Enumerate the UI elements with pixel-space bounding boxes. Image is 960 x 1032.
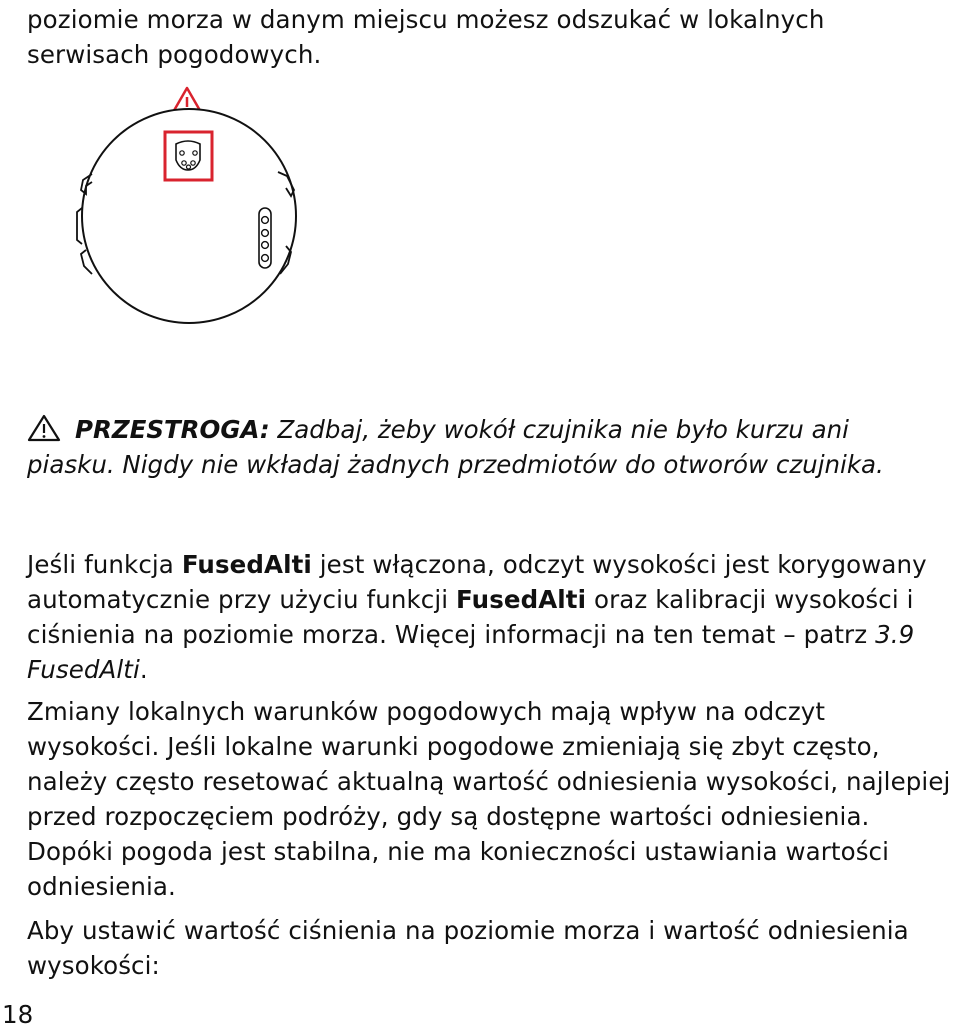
caution-text: Zadbaj, żeby wokół czujnika nie było kurzu ani piasku. Nigdy nie wkładaj żadnych przedmiotów do otworów czujnika. <box>27 415 884 479</box>
fusedalti-term-2: FusedAlti <box>456 585 587 614</box>
caution-note <box>27 412 930 482</box>
fusedalti-text-4: . <box>139 655 148 684</box>
fusedalti-text-3: oraz kalibracji wysokości i ciśnienia na poziomie morza. Więcej informacji na ten temat – patrz <box>27 585 914 649</box>
fusedalti-term-1: FusedAlti <box>181 550 312 579</box>
caution-icon <box>27 414 61 442</box>
fusedalti-text-2: jest włączona, odczyt wysokości jest korygowany automatycznie przy użyciu funkcji <box>27 550 927 614</box>
watch-sensor-figure <box>72 86 312 356</box>
page-number: 18 <box>2 1000 34 1029</box>
caution-label: PRZESTROGA: <box>75 415 270 444</box>
fusedalti-paragraph <box>27 547 954 687</box>
weather-paragraph: Zmiany lokalnych warunków pogodowych mają wpływ na odczyt wysokości. Jeśli lokalne warunki pogodowe zmieniają się zbyt często, należy często resetować aktualną wartość odniesienia wysokości, najlepiej przed rozpoczęciem podróży, gdy są dostępne wartości odniesienia. Dopóki pogoda jest stabilna, nie ma konieczności ustawiania wartości odniesienia. <box>27 697 951 901</box>
fusedalti-text-1: Jeśli funkcja <box>27 550 182 579</box>
fusedalti-reference-link[interactable]: 3.9 FusedAlti <box>27 620 915 684</box>
intro-paragraph: poziomie morza w danym miejscu możesz odszukać w lokalnych serwisach pogodowych. <box>27 5 825 69</box>
set-reference-paragraph: Aby ustawić wartość ciśnienia na poziomie morza i wartość odniesienia wysokości: <box>27 916 909 980</box>
